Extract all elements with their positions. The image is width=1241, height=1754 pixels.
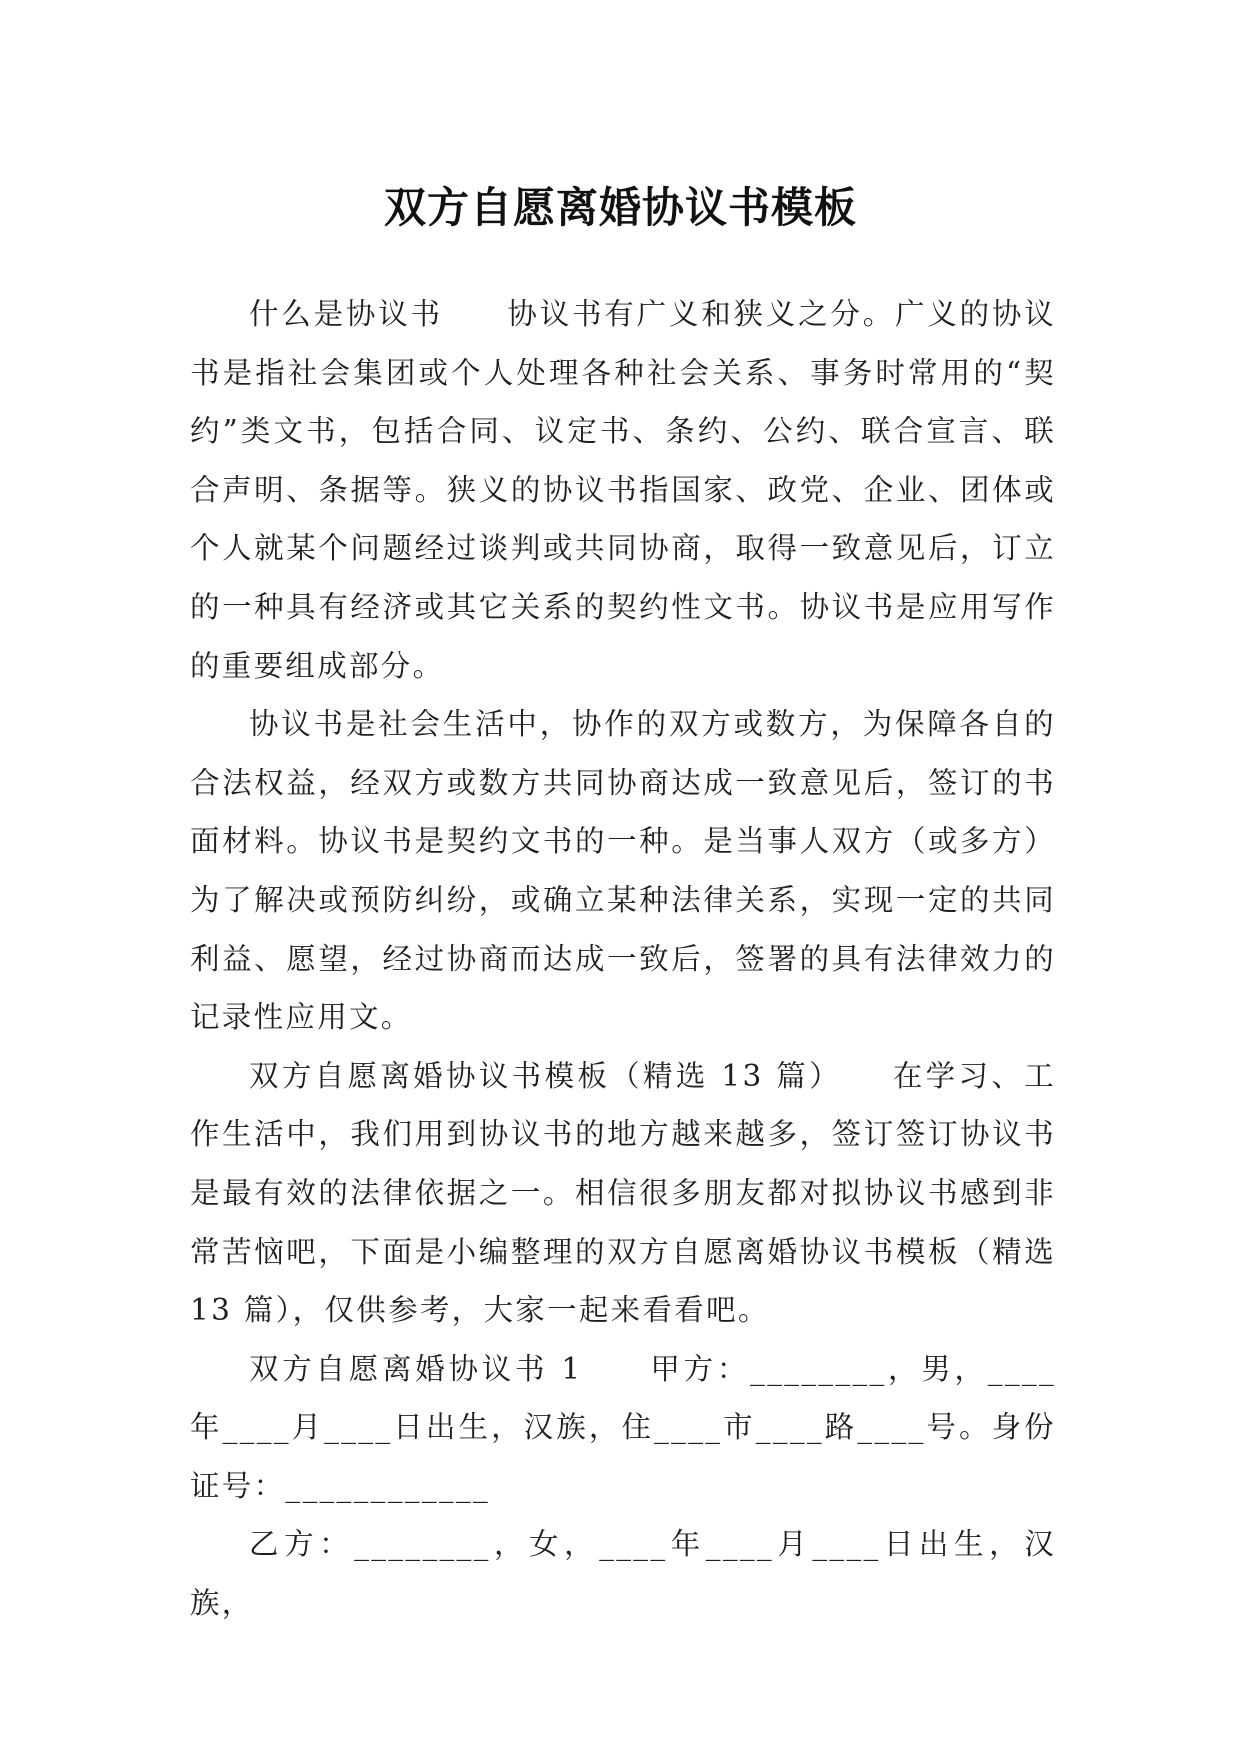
document-body bbox=[190, 285, 1056, 1633]
paragraph-definition: 什么是协议书 协议书有广义和狭义之分。广义的协议书是指社会集团或个人处理各种社会关系、事务时常用的“契约”类文书，包括合同、议定书、条约、公约、联合宣言、联合声明、条据等。狭义的协议书指国家、政党、企业、团体或个人就某个问题经过谈判或共同协商，取得一致意见后，订立的一种具有经济或其它关系的契约性文书。协议书是应用写作的重要组成部分。 bbox=[190, 297, 1056, 683]
document-title: 双方自愿离婚协议书模板 bbox=[383, 183, 857, 233]
paragraph-party-b: 乙方：________，女，____年____月____日出生，汉族， bbox=[190, 1527, 1056, 1621]
paragraph-explanation: 协议书是社会生活中，协作的双方或数方，为保障各自的合法权益，经双方或数方共同协商达成一致意见后，签订的书面材料。协议书是契约文书的一种。是当事人双方（或多方）为了解决或预防纠纷，或确立某种法律关系，实现一定的共同利益、愿望，经过协商而达成一致后，签署的具有法律效力的记录性应用文。 bbox=[190, 707, 1056, 1035]
paragraph-party-a: 双方自愿离婚协议书 1 甲方：________，男，____年____月____日出生，汉族，住____市____路____号。身份证号：____________ bbox=[190, 1351, 1056, 1503]
paragraph-intro: 双方自愿离婚协议书模板（精选 13 篇） 在学习、工作生活中，我们用到协议书的地方越来越多，签订签订协议书是最有效的法律依据之一。相信很多朋友都对拟协议书感到非常苦恼吧，下面是小编整理的双方自愿离婚协议书模板（精选 13 篇），仅供参考，大家一起来看看吧。 bbox=[190, 1058, 1056, 1328]
